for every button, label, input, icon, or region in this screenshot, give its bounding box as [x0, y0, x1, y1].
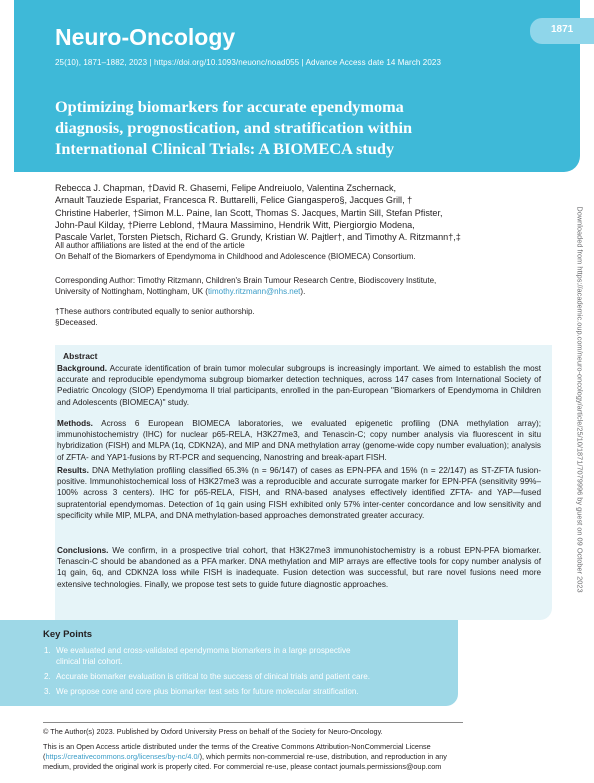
- abstract-results: [57, 465, 541, 521]
- key-point-number: 1.: [44, 646, 51, 655]
- license-line: [43, 752, 447, 762]
- abstract-conclusions: [57, 545, 541, 590]
- license-line: medium, provided the original work is properly cited. For commercial re-use, please contact journals.permissions@oup.com: [43, 762, 442, 771]
- key-point-text: clinical trial cohort.: [56, 656, 123, 666]
- author-line: Pascale Varlet, Torsten Pietsch, Richard G. Grundy, Kristian W. Pajtler†, and Timothy A. Ritzmann†,‡: [55, 232, 461, 243]
- section-text: Accurate identification of brain tumor molecular subgroups is increasingly important. We aimed to establish the most accurate and reproducible ependymoma subgroup biomarker detection techniques, across 147 cases from International Society of Pediatric Oncology (SIOP) Ependymoma II trial participants, enrolled in the pan-European "Biomarkers of Ependymoma in Children and Adolescents (BIOMECA)" study.: [57, 364, 541, 407]
- author-notes: [55, 307, 255, 328]
- corresponding-address: University of Nottingham, Nottingham, UK (: [55, 286, 208, 296]
- section-label: Results.: [57, 466, 89, 475]
- key-point-text: We evaluated and cross-validated ependymoma biomarkers in a large prospective: [56, 646, 351, 655]
- author-note: §Deceased.: [55, 317, 98, 327]
- key-point-item: [44, 672, 370, 683]
- key-points-heading: Key Points: [43, 629, 93, 640]
- author-line: Christine Haberler, †Simon M.L. Paine, Ian Scott, Thomas S. Jacques, Martin Sill, Stefan Pfister,: [55, 207, 443, 218]
- citation-line[interactable]: 25(10), 1871–1882, 2023 | https://doi.org/10.1093/neuonc/noad055 | Advance Access date 14 March 2023: [55, 58, 441, 67]
- key-point-item: [44, 646, 351, 668]
- footer-divider: [43, 722, 463, 723]
- author-line: Rebecca J. Chapman, †David R. Ghasemi, Felipe Andreiuolo, Valentina Zschernack,: [55, 183, 397, 193]
- consortium-line: On Behalf of the Biomarkers of Ependymoma in Childhood and Adolescence (BIOMECA) Consortium.: [55, 251, 416, 261]
- author-note: †These authors contributed equally to senior authorship.: [55, 307, 255, 316]
- license-line: This is an Open Access article distributed under the terms of the Creative Commons Attribution-NonCommercial License: [43, 742, 431, 751]
- affiliation-note: [55, 241, 416, 262]
- key-point-number: 2.: [44, 672, 51, 681]
- author-line: John-Paul Kilday, †Pierre Leblond, †Maura Massimino, Hendrik Witt, Piergiorgio Modena,: [55, 219, 415, 230]
- author-list: [55, 182, 521, 243]
- key-point-text: We propose core and core plus biomarker test sets for future molecular stratification.: [56, 687, 359, 696]
- title-line: International Clinical Trials: A BIOMECA study: [55, 139, 395, 158]
- abstract-background: [57, 363, 541, 408]
- article-title: [55, 96, 515, 159]
- key-point-item: [44, 687, 359, 698]
- affiliation-line: All author affiliations are listed at the end of the article: [55, 241, 245, 250]
- corresponding-line: Corresponding Author: Timothy Ritzmann, Children's Brain Tumour Research Centre, Biodiscovery Institute,: [55, 276, 437, 285]
- author-line: Arnault Tauziede Espariat, Francesca R. Buttarelli, Felice Giangaspero§, Jacques Grill, †: [55, 195, 413, 206]
- section-text: Across 6 European BIOMECA laboratories, we evaluated epigenetic profiling (DNA methylation array); immunohistochemistry (IHC) for nuclear p65-RELA, H3K27me3, and Tenascin-C; copy number analysis via fluorescent in situ hybridization (FISH) and MLPA (1q, CDKN2A), and MIP and DNA methylation array (genome-wide copy number evaluation); analysis of ZFTA- and YAP1-fusions by RT-PCR and sequencing, Nanostring and break-apart FISH.: [57, 419, 541, 462]
- corresponding-line: [55, 287, 436, 298]
- corresponding-author: [55, 276, 436, 297]
- section-text: DNA Methylation profiling classified 65.3% (n = 96/147) of cases as EPN-PFA and 15% (n = 22/147) as ST-ZFTA fusion-positive. Immunohistochemical loss of H3K27me3 was a reproducible and accurate surrogate marker for EPN-PFA (sensitivity 99%–100% across 3 centers). IHC for p65-RELA, FISH, and RNA-based analyses effectively identified ZFTA- and YAP—fused supratentorial ependymomas. Detection of 1q gain using FISH exhibited only 57% inter-center concordance and low sensitivity and specificity while MIP, MLPA, and DNA methylation-based approaches demonstrated greater accuracy.: [57, 466, 542, 520]
- key-point-number: 3.: [44, 687, 51, 696]
- section-label: Conclusions.: [57, 546, 109, 555]
- download-notice: Downloaded from https://academic.oup.com/neuro-oncology/article/25/10/1871/7079996 by guest on 09 October 2023: [575, 206, 585, 593]
- section-label: Methods.: [57, 419, 93, 428]
- title-line: Optimizing biomarkers for accurate ependymoma: [55, 97, 404, 116]
- journal-name: Neuro-Oncology: [55, 24, 236, 50]
- copyright-line: © The Author(s) 2023. Published by Oxford University Press on behalf of the Society for Neuro-Oncology.: [43, 727, 383, 736]
- page-number: 1871: [551, 24, 574, 35]
- license-suffix: ), which permits non-commercial re-use, distribution, and reproduction in any: [199, 752, 447, 761]
- license-prefix: (: [43, 752, 46, 761]
- key-point-text: Accurate biomarker evaluation is critical to the success of clinical trials and patient care.: [56, 672, 371, 681]
- corresponding-email-link[interactable]: timothy.ritzmann@nhs.net: [207, 286, 301, 296]
- corresponding-suffix: ).: [300, 286, 306, 296]
- abstract-methods: [57, 418, 541, 463]
- section-text: We confirm, in a prospective trial cohort, that H3K27me3 immunohistochemistry is a robust EPN-PFA biomarker. Tenascin-C should be abandoned as a PFA marker. DNA methylation and MIP arrays are effective tools for copy number analysis of 1q gain, 6q, and CDKN2A loss while FISH is inadequate. Fusion detection was successful, but rare novel fusions need more extensive technologies. Finally, we propose test sets to guide future diagnostic approaches.: [57, 546, 541, 589]
- download-sidebar: [575, 190, 585, 610]
- title-line: diagnosis, prognostication, and stratification within: [55, 118, 413, 137]
- section-label: Background.: [57, 364, 108, 373]
- abstract-heading: Abstract: [63, 351, 98, 361]
- license-url-link[interactable]: https://creativecommons.org/licenses/by-nc/4.0/: [45, 752, 200, 761]
